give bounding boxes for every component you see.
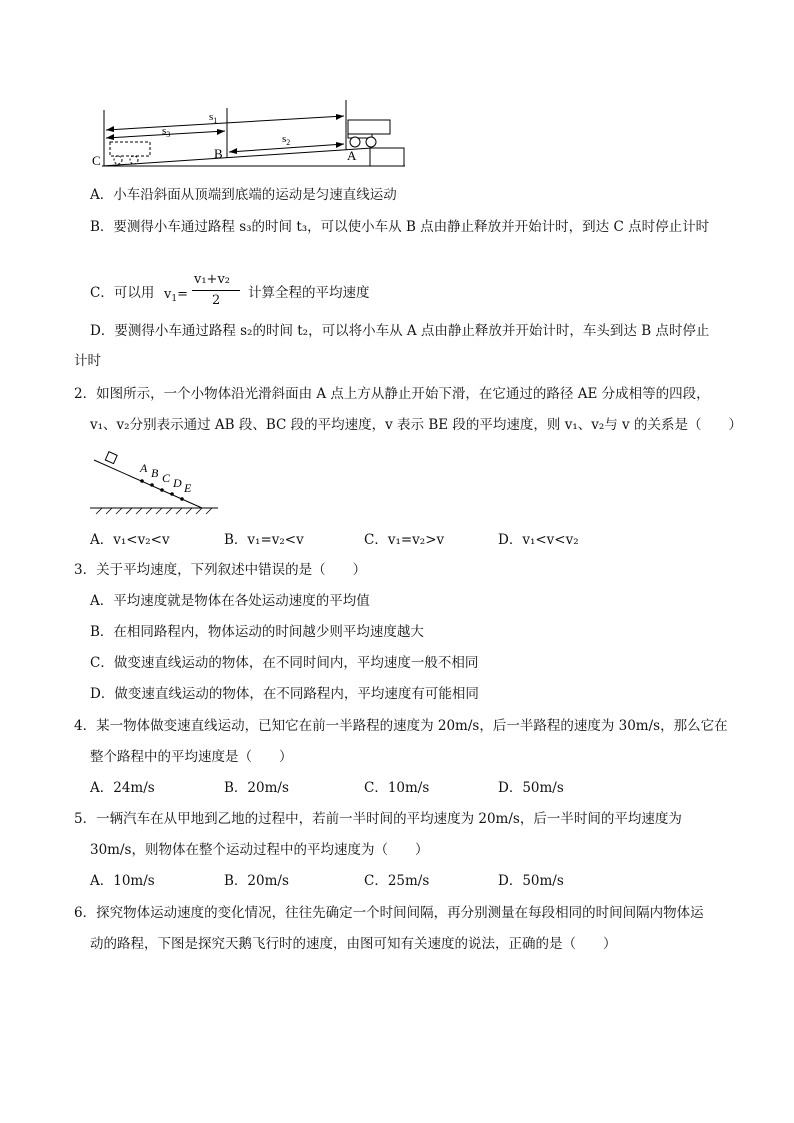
- q5-option-a: A．10m/s: [90, 873, 155, 889]
- q3-option-b: B．在相同路程内，物体运动的时间越少则平均速度越大: [90, 624, 424, 640]
- q1-option-c-formula: [164, 272, 244, 312]
- q5-option-b: B．20m/s: [224, 873, 289, 889]
- label-B: B: [214, 146, 223, 161]
- q5-stem-line2: 30m/s，则物体在整个运动过程中的平均速度为（ ）: [90, 842, 429, 858]
- q2-incline-figure: [90, 448, 220, 518]
- formula-lhs: $v_1=$: [164, 287, 188, 304]
- q1-option-a: A．小车沿斜面从顶端到底端的运动是匀速直线运动: [90, 187, 397, 203]
- q2-options: [90, 531, 710, 549]
- q4-stem-line1: 4．某一物体做变速直线运动，已知它在前一半路程的速度为 20m/s，后一半路程的速度为 30m/s，那么它在: [74, 718, 728, 734]
- q2-label-B: B: [151, 466, 159, 480]
- q1-option-d-line1: D．要测得小车通过路程 s₂的时间 t₂，可以将小车从 A 点由静止释放并开始计时，车头到达 B 点时停止: [90, 323, 710, 339]
- label-s2: $s_2$: [282, 133, 291, 147]
- formula-denominator: 2: [212, 293, 221, 308]
- q1-option-d-line2: 计时: [74, 353, 101, 369]
- q4-option-a: A．24m/s: [90, 780, 155, 796]
- q6-stem-line1: 6．探究物体运动速度的变化情况，往往先确定一个时间间隔，再分别测量在每段相同的时间间隔内物体运: [74, 905, 704, 921]
- label-A: A: [347, 148, 357, 163]
- q2-label-E: E: [184, 481, 192, 495]
- q5-option-d: D．50m/s: [498, 873, 564, 889]
- label-C: C: [92, 153, 101, 168]
- q2-label-C: C: [162, 471, 171, 485]
- formula-bar: [192, 290, 240, 291]
- q4-option-c: C．10m/s: [364, 780, 430, 796]
- q6-stem-line2: 动的路程，下图是探究天鹅飞行时的速度，由图可知有关速度的说法，正确的是（ ）: [90, 936, 617, 952]
- label-s1: $s_1$: [209, 111, 218, 125]
- q2-option-d: D．v₁<v<v₂: [498, 532, 579, 548]
- q5-options: [90, 872, 710, 890]
- q2-label-D: D: [173, 476, 182, 490]
- q3-option-d: D．做变速直线运动的物体，在不同路程内，平均速度有可能相同: [90, 686, 479, 702]
- q4-option-b: B．20m/s: [224, 780, 289, 796]
- q5-option-c: C．25m/s: [364, 873, 430, 889]
- q4-option-d: D．50m/s: [498, 780, 564, 796]
- q2-option-a: A．v₁<v₂<v: [90, 532, 170, 548]
- q2-stem-line2: v₁、v₂分别表示通过 AB 段、BC 段的平均速度，v 表示 BE 段的平均速度，则 v₁、v₂与 v 的关系是（ ）: [90, 417, 742, 433]
- q3-option-a: A．平均速度就是物体在各处运动速度的平均值: [90, 593, 370, 609]
- q2-option-b: B．v₁=v₂<v: [224, 532, 304, 548]
- q4-options: [90, 779, 710, 797]
- q5-stem-line1: 5．一辆汽车在从甲地到乙地的过程中，若前一半时间的平均速度为 20m/s，后一半时间的平均速度为: [74, 811, 682, 827]
- q2-label-A: A: [140, 461, 148, 475]
- q4-stem-line2: 整个路程中的平均速度是（ ）: [90, 749, 293, 765]
- label-s3: $s_3$: [162, 125, 171, 139]
- q3-stem: 3．关于平均速度，下列叙述中错误的是（ ）: [74, 562, 367, 578]
- q1-incline-figure: [90, 98, 410, 170]
- q1-option-b: B．要测得小车通过路程 s₃的时间 t₃，可以使小车从 B 点由静止释放并开始计时，到达 C 点时停止计时: [90, 219, 710, 235]
- q3-option-c: C．做变速直线运动的物体，在不同时间内，平均速度一般不相同: [90, 655, 479, 671]
- q1-option-c-prefix: C．可以用: [90, 285, 155, 301]
- formula-numerator: v₁+v₂: [194, 272, 231, 287]
- q2-option-c: C．v₁=v₂>v: [364, 532, 445, 548]
- q1-option-c-suffix: 计算全程的平均速度: [248, 285, 370, 301]
- q2-stem-line1: 2．如图所示，一个小物体沿光滑斜面由 A 点上方从静止开始下滑，在它通过的路径 AE 分成相等的四段，: [74, 386, 710, 402]
